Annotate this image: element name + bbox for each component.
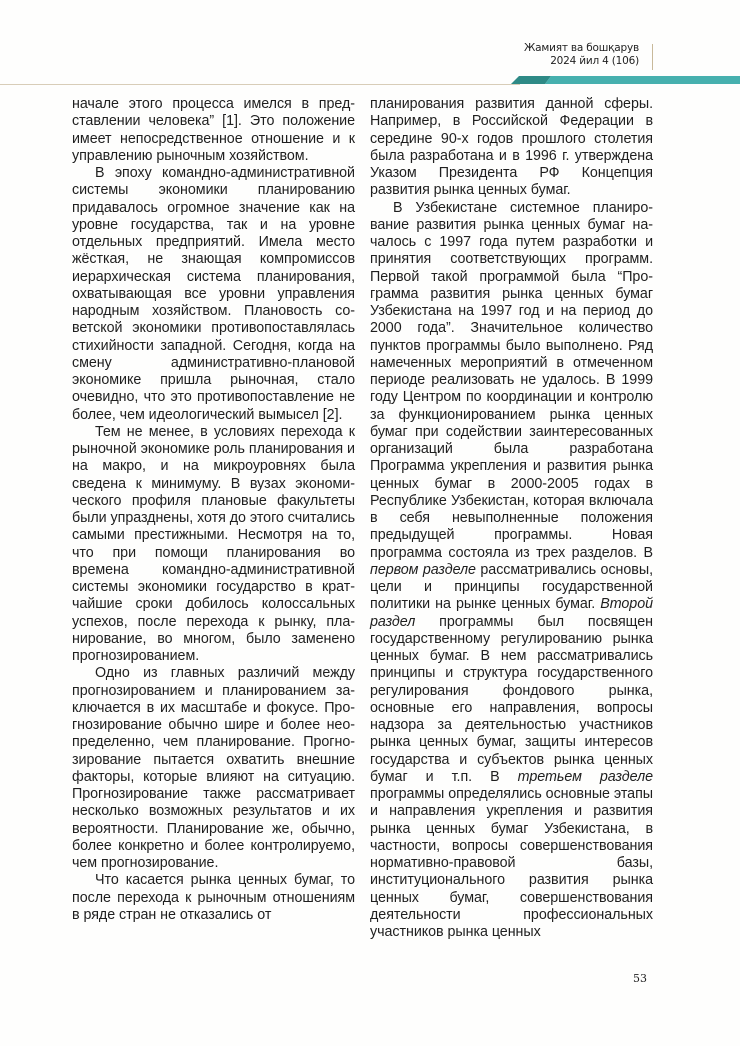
header-rule — [0, 84, 520, 85]
paragraph — [370, 200, 653, 942]
header-divider — [652, 44, 653, 70]
accent-band-dark — [511, 76, 551, 84]
journal-info — [524, 42, 639, 68]
text-run: программы определялись основные этапы и направления укрепления и развития рынка ценных бумаг Узбекистана, в частности, вопросы совершенствования нормативно-правовой базы, институционального развития рынка ценных бумаг, совершенствования деятельности профессиональных участников рынка ценных — [370, 786, 653, 940]
text-run: В Узбекистане системное планирование развития рынка ценных бумаг началось с 1997 года путем разработки и принятия соответствующих программ. Первой такой программой была “Программа развития рынка ценных бумаг Узбекистана на 1997 год и на период до 2000 года”. Значительное количество пунктов программы было выполнено. Ряд намеченных мероприятий в отмеченном периоде реализовать не удалось. В 1999 году Центром по координации и контролю за функционированием рынка ценных бумаг при содействии заинтересованных организаций была разработана Программа укрепления и развития рынка ценных бумаг в 2000-2005 годах в Республике Узбекистан, которая включала в себя невыполненные положения предыдущей программы. Новая программа состояла из трех разделов. В — [370, 199, 653, 561]
paragraph: начале этого процесса имелся в представлении человека” [1]. Это положение имеет непосредственное отношение и к управлению рыночным хозяйством. — [72, 96, 355, 164]
paragraph: Тем не менее, в условиях перехода к рыночной экономике роль планирования и на макро, и на микроуровнях была сведена к минимуму. В вузах экономического профиля плановые факультеты были упразднены, хотя до этого считались самыми престижными. Несмотря на то, что при помощи планирования во времена командно-административной системы экономики государство в кратчайшие сроки добилось колоссальных успехов, после перехода к рынку, планирование, во многом, было заменено прогнозированием. — [72, 423, 355, 664]
text-run: рассматривались основы, цели и принципы государственной политики на рынке ценных бумаг. — [370, 561, 653, 613]
italic-section-term: Второй раздел — [370, 596, 653, 630]
left-column — [72, 96, 355, 924]
italic-section-term: первом разделе — [370, 561, 476, 578]
accent-band-light — [545, 76, 740, 84]
paragraph: планирования развития данной сферы. Например, в Российской Федерации в середине 90-х годов прошлого столетия была разработана и в 1996 г. утверждена Указом Президента РФ Концепция развития рынка ценных бумаг. — [370, 96, 653, 199]
header-accent-band — [511, 76, 740, 84]
right-column — [370, 96, 653, 941]
journal-issue: 2024 йил 4 (106) — [550, 55, 639, 67]
page-number: 53 — [633, 972, 647, 985]
paragraph: Что касается рынка ценных бумаг, то после перехода к рыночным отношениям в ряде стран не отказались от — [72, 872, 355, 923]
text-run: программы был посвящен государственному регулированию рынка ценных бумаг. В нем рассматривались принципы и структура государственного регулирования фондового рынка, основные его направления, вопросы надзора за деятельностью участников рынка ценных бумаг, защиты интересов государства и субъектов рынка ценных бумаг и т.п. В — [370, 613, 653, 785]
paragraph: В эпоху командно-административной системы экономики планированию придавалось огромное значение как на уровне государства, так и на уровне отдельных предприятий. Имела место жёсткая, не знающая компромиссов иерархическая система планирования, охватывающая все уровни управления народным хозяйством. Плановость советской экономики противопоставлялась стихийности западной. Сегодня, когда на смену административно-плановой экономике пришла рыночная, стало очевидно, что это противопоставление не более, чем идеологический вымысел [2]. — [72, 165, 355, 423]
paragraph: Одно из главных различий между прогнозированием и планированием заключается в их масштабе и фокусе. Прогнозирование обычно шире и более неопределенно, чем планирование. Прогнозирование пытается охватить внешние факторы, которые влияют на ситуацию. Прогнозирование также рассматривает несколько возможных результатов и их вероятности. Планирование же, обычно, более конкретно и более контролируемо, чем прогнозирование. — [72, 665, 355, 871]
journal-title: Жамият ва бошқарув — [524, 42, 639, 54]
italic-section-term: третьем разделе — [517, 768, 653, 785]
